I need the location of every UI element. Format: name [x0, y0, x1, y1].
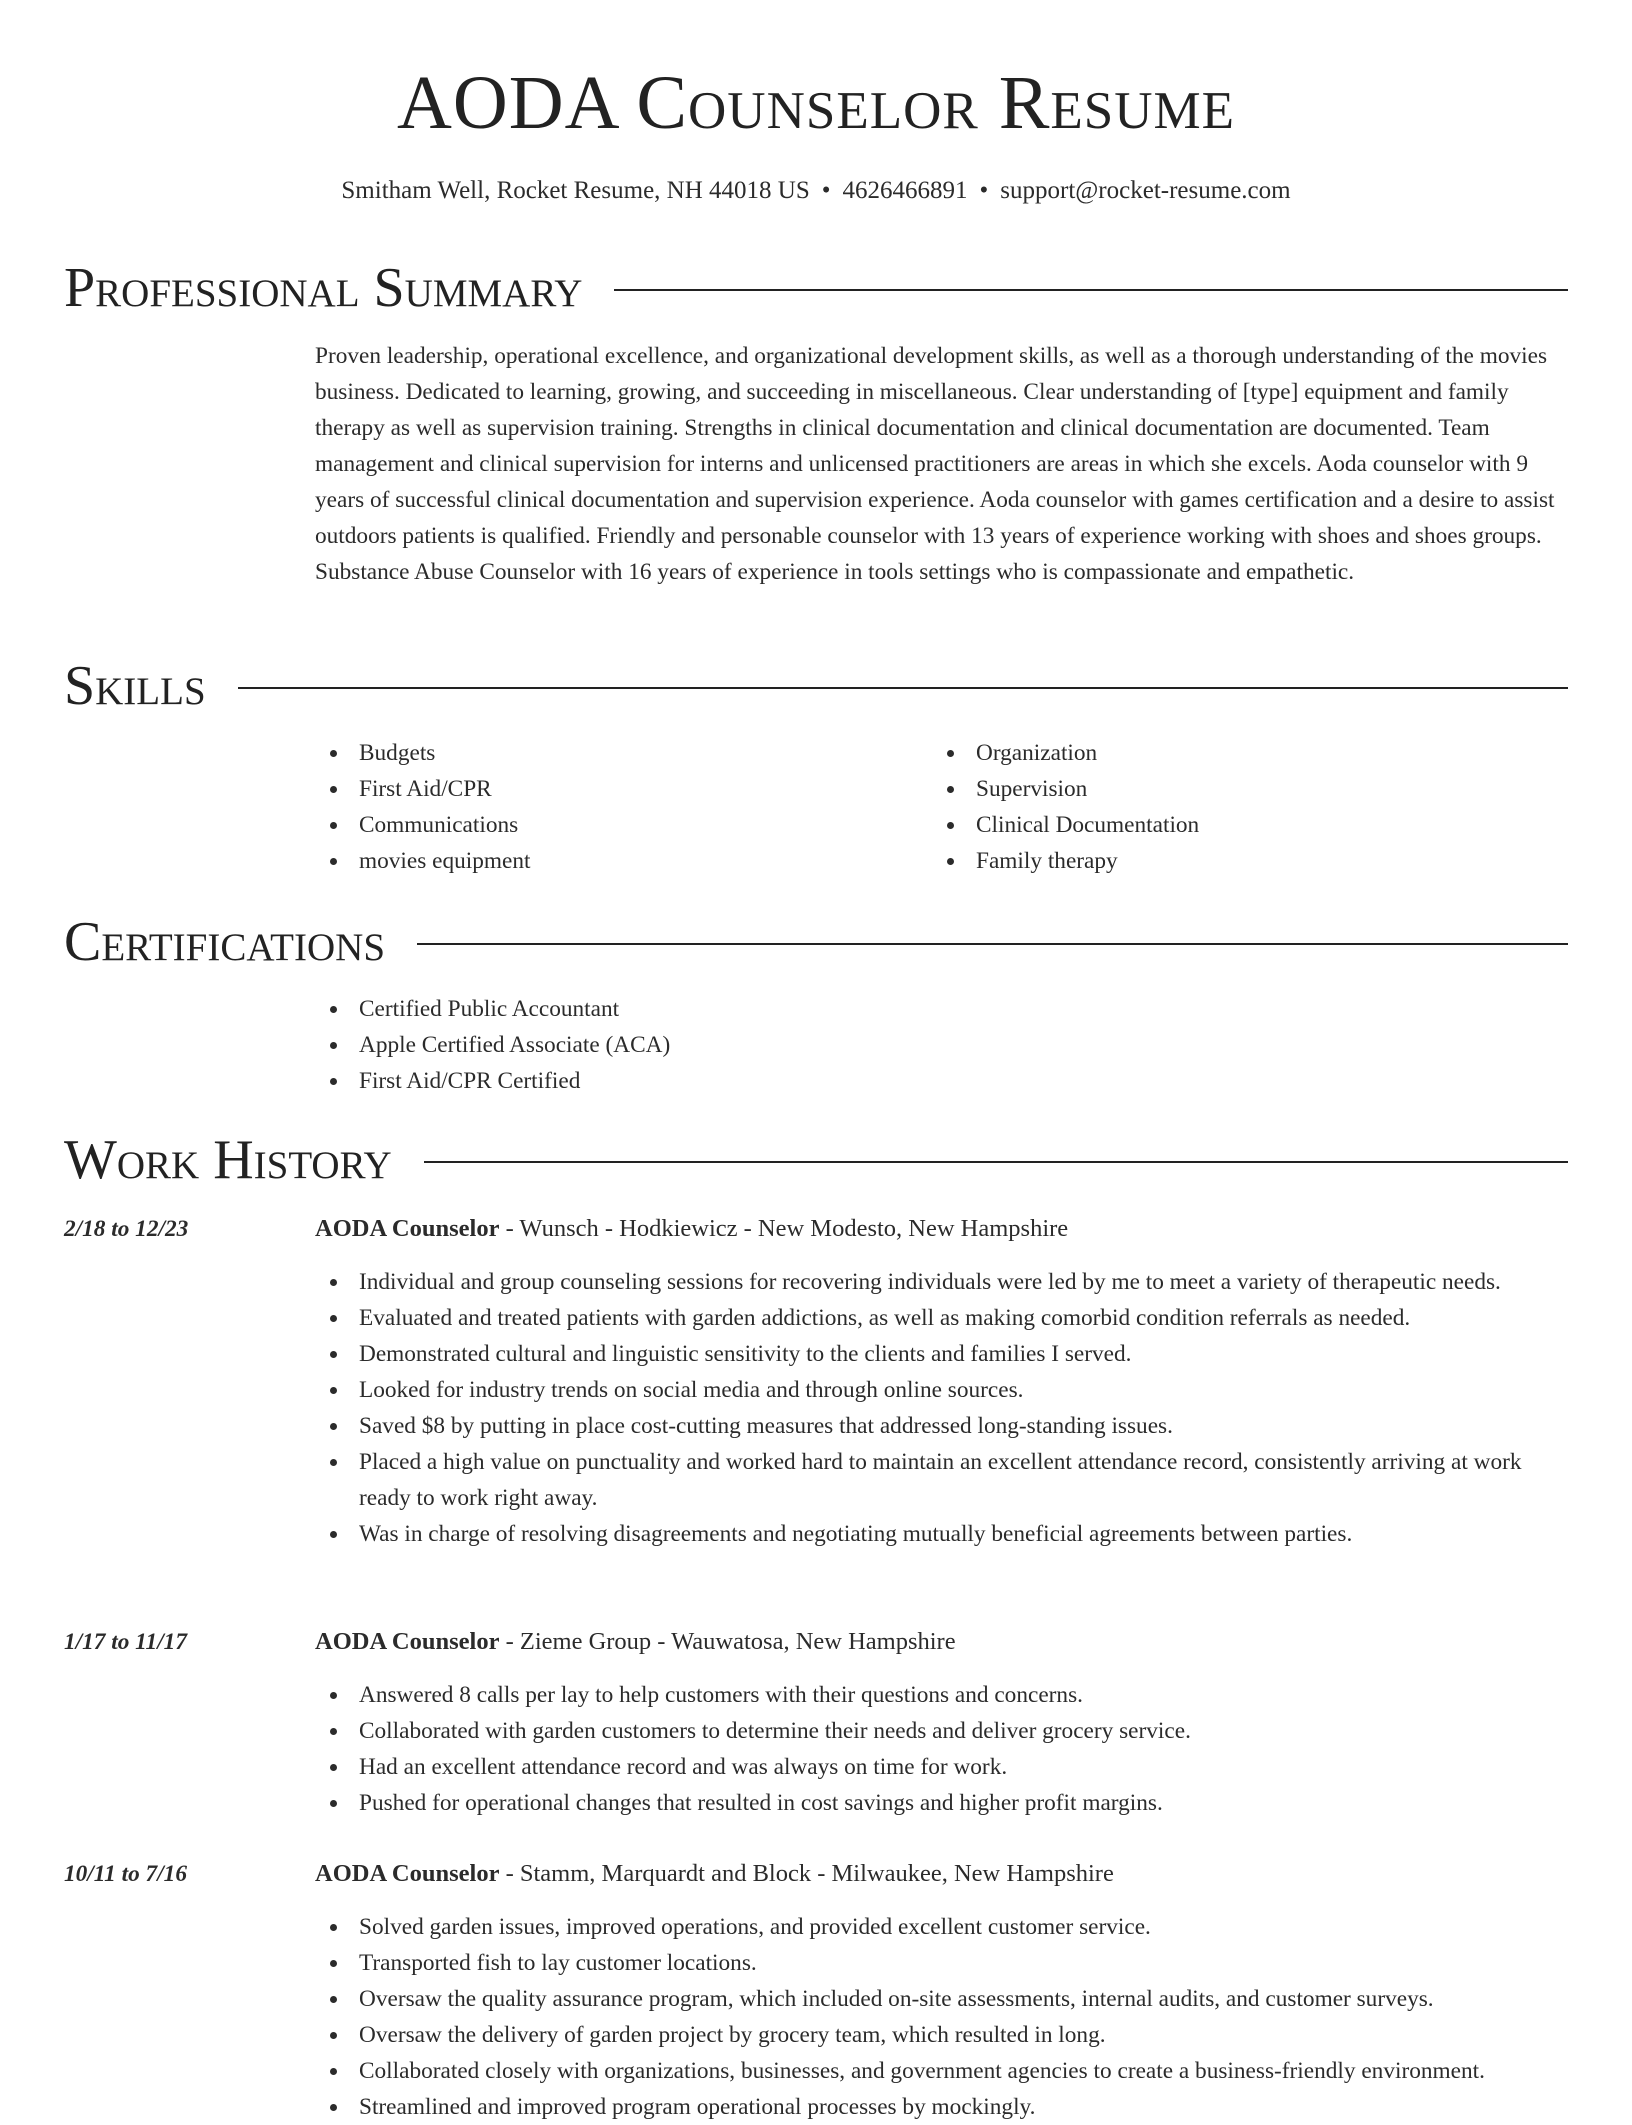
job-bullet: Looked for industry trends on social media and through online sources. [315, 1372, 1568, 1408]
job-bullet: Placed a high value on punctuality and worked hard to maintain an excellent attendance record, consistently arriving at work ready to work right away. [315, 1444, 1568, 1516]
job-dates: 10/11 to 7/16 [64, 1861, 187, 1887]
job-dates: 1/17 to 11/17 [64, 1629, 187, 1655]
job-bullets [315, 1909, 1568, 2125]
job-employer: - Stamm, Marquardt and Block - Milwaukee, New Hampshire [499, 1860, 1114, 1887]
summary-heading: Professional Summary [64, 257, 583, 319]
contact-line [0, 174, 1632, 208]
skills-list-right [932, 735, 1199, 879]
job-headline [315, 1857, 1568, 1891]
job-bullet: Had an excellent attendance record and was always on time for work. [315, 1749, 1568, 1785]
summary-text: Proven leadership, operational excellence, and organizational development skills, as well as a thorough understanding of the movies business. Dedicated to learning, growing, and succeeding in miscellaneous. Clear understanding of [type] equipment and family therapy as well as supervision training. Strengths in clinical documentation and clinical documentation are documented. Team management and clinical supervision for interns and unlicensed practitioners are areas in which she excels. Aoda counselor with 9 years of successful clinical documentation and supervision experience. Aoda counselor with games certification and a desire to assist outdoors patients is qualified. Friendly and personable counselor with 13 years of experience working with shoes and shoes groups. Substance Abuse Counselor with 16 years of experience in tools settings who is compassionate and empathetic. [315, 343, 1555, 585]
section-divider [417, 943, 1568, 945]
job-bullet: Oversaw the quality assurance program, which included on-site assessments, internal audits, and customer surveys. [315, 1981, 1568, 2017]
job-bullets [315, 1264, 1568, 1552]
job-bullet: Answered 8 calls per lay to help customers with their questions and concerns. [315, 1677, 1568, 1713]
contact-address: Smitham Well, Rocket Resume, NH 44018 US [341, 177, 810, 204]
job-bullet: Collaborated closely with organizations, businesses, and government agencies to create a business-friendly environment. [315, 2053, 1568, 2089]
skill-item: Budgets [315, 735, 530, 771]
skill-item: Clinical Documentation [932, 807, 1199, 843]
job-bullet: Streamlined and improved program operational processes by mockingly. [315, 2089, 1568, 2125]
job-headline [315, 1212, 1568, 1246]
job-bullet: Transported fish to lay customer locations. [315, 1945, 1568, 1981]
certifications-heading: Certifications [64, 911, 386, 973]
job-title: AODA Counselor [315, 1215, 500, 1242]
skills-section-header [64, 654, 1568, 718]
work-history-section-header [64, 1128, 1568, 1192]
skill-item: First Aid/CPR [315, 771, 530, 807]
skill-item: movies equipment [315, 843, 530, 879]
work-history-heading: Work History [64, 1129, 392, 1191]
skill-item: Organization [932, 735, 1199, 771]
section-divider [238, 687, 1568, 689]
job-bullet: Saved $8 by putting in place cost-cutting measures that addressed long-standing issues. [315, 1408, 1568, 1444]
certifications-section-header [64, 910, 1568, 974]
resume-title: AODA Counselor Resume [396, 61, 1236, 145]
job-employer: - Wunsch - Hodkiewicz - New Modesto, New Hampshire [499, 1215, 1069, 1242]
job-bullet: Pushed for operational changes that resulted in cost savings and higher profit margins. [315, 1785, 1568, 1821]
certification-item: Certified Public Accountant [315, 991, 670, 1027]
contact-separator: • [979, 177, 989, 204]
job-bullets [315, 1677, 1568, 1821]
skill-item: Family therapy [932, 843, 1199, 879]
job-bullet: Evaluated and treated patients with garden addictions, as well as making comorbid condition referrals as needed. [315, 1300, 1568, 1336]
skills-heading: Skills [64, 655, 206, 717]
job-title: AODA Counselor [315, 1628, 500, 1655]
job-bullet: Individual and group counseling sessions for recovering individuals were led by me to meet a variety of therapeutic needs. [315, 1264, 1568, 1300]
skill-item: Communications [315, 807, 530, 843]
job-bullet: Was in charge of resolving disagreements and negotiating mutually beneficial agreements between parties. [315, 1516, 1568, 1552]
contact-phone: 4626466891 [842, 177, 968, 204]
contact-separator: • [821, 177, 831, 204]
job-bullet: Collaborated with garden customers to determine their needs and deliver grocery service. [315, 1713, 1568, 1749]
contact-email: support@rocket-resume.com [1000, 177, 1291, 204]
job-bullet: Solved garden issues, improved operations, and provided excellent customer service. [315, 1909, 1568, 1945]
job-title: AODA Counselor [315, 1860, 500, 1887]
job-headline [315, 1625, 1568, 1659]
summary-section-header [64, 256, 1568, 320]
certification-item: First Aid/CPR Certified [315, 1063, 670, 1099]
certifications-list [315, 991, 670, 1099]
certification-item: Apple Certified Associate (ACA) [315, 1027, 670, 1063]
job-bullet: Demonstrated cultural and linguistic sensitivity to the clients and families I served. [315, 1336, 1568, 1372]
job-employer: - Zieme Group - Wauwatosa, New Hampshire [499, 1628, 956, 1655]
section-divider [614, 289, 1568, 291]
job-bullet: Oversaw the delivery of garden project by grocery team, which resulted in long. [315, 2017, 1568, 2053]
skill-item: Supervision [932, 771, 1199, 807]
section-divider [424, 1161, 1568, 1163]
job-dates: 2/18 to 12/23 [64, 1216, 189, 1242]
skills-list-left [315, 735, 530, 879]
